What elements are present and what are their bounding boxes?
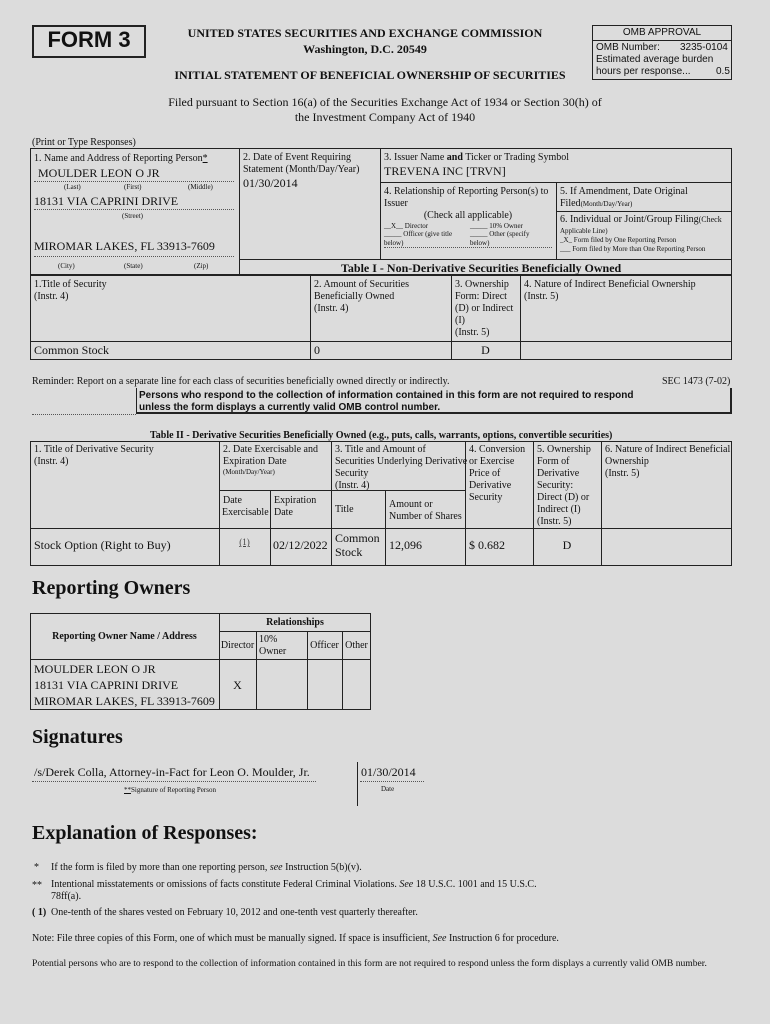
reporting-person-street: 18131 VIA CAPRINI DRIVE bbox=[34, 194, 179, 208]
amendment-filed-hint: (Month/Day/Year) bbox=[580, 200, 633, 208]
relationships-header: Relationships bbox=[266, 617, 324, 628]
table1-col-line bbox=[520, 275, 521, 360]
owners-col-line bbox=[256, 631, 257, 710]
filed-pursuant-line-2: the Investment Company Act of 1940 bbox=[294, 110, 476, 124]
table2-col3-header-d: (Instr. 4) bbox=[335, 480, 370, 491]
table2-col5-header-g: (Instr. 5) bbox=[537, 516, 572, 527]
reporting-person-city: MIROMAR LAKES, FL 33913-7609 bbox=[34, 239, 215, 253]
print-type-note: (Print or Type Responses) bbox=[32, 137, 136, 148]
table2-col2-sub1a: Date bbox=[223, 495, 242, 506]
signature-text: /s/Derek Colla, Attorney-in-Fact for Leon O. Moulder, Jr. bbox=[34, 765, 310, 779]
joint-filing-label bbox=[560, 214, 722, 225]
table2-col1-header-a: 1. Title of Derivative Security bbox=[34, 444, 154, 455]
explanation-dstar-text bbox=[51, 879, 537, 890]
signatures-heading: Signatures bbox=[32, 726, 123, 748]
date-label: Date bbox=[381, 785, 395, 793]
table1-col2-header-b: Beneficially Owned bbox=[314, 291, 395, 302]
explanation-dstar-text-b: 18 U.S.C. 1001 and 15 U.S.C. bbox=[413, 879, 537, 890]
table2-col2-sub1b: Exercisable bbox=[222, 507, 269, 518]
amendment-filed bbox=[560, 198, 632, 209]
table1-col-line bbox=[310, 275, 311, 360]
table2-row-underlying-title-1: Common bbox=[335, 531, 380, 545]
joint-filing-label-text: 6. Individual or Joint/Group Filing bbox=[560, 214, 699, 225]
amendment-label: 5. If Amendment, Date Original bbox=[560, 186, 688, 197]
relationship-label-2: Issuer bbox=[384, 198, 408, 209]
reminder-text: Reminder: Report on a separate line for each class of securities beneficially owned directly or indirectly. bbox=[32, 376, 450, 387]
explanation-star-text-a: If the form is filed by more than one reporting person, bbox=[51, 862, 268, 873]
table1-col4-header-b: (Instr. 5) bbox=[524, 291, 559, 302]
officer-checkbox: _____ Officer (give title bbox=[384, 230, 453, 238]
grid-line bbox=[239, 148, 240, 275]
table2-col3-sub2a: Amount or bbox=[389, 499, 433, 510]
table2-col4-header-b: or Exercise bbox=[469, 456, 515, 467]
explanation-star-mark: * bbox=[34, 862, 39, 873]
relationship-underline bbox=[384, 247, 552, 248]
omb-hours-value: 0.5 bbox=[716, 66, 730, 77]
table2-row-form: D bbox=[562, 538, 572, 552]
reporting-person-name: MOULDER LEON O JR bbox=[38, 166, 160, 180]
zip-label: (Zip) bbox=[194, 262, 209, 270]
table1-col1-header: 1.Title of Security bbox=[34, 279, 107, 290]
table2-col6-header-a: 6. Nature of Indirect Beneficial bbox=[605, 444, 731, 455]
table1-col2-header-c: (Instr. 4) bbox=[314, 303, 349, 314]
owners-director-header: Director bbox=[220, 640, 255, 651]
signature-label bbox=[124, 786, 216, 794]
issuer-label-b: Ticker or Trading Symbol bbox=[462, 152, 570, 163]
grid-line bbox=[380, 182, 732, 183]
street-underline bbox=[34, 209, 234, 210]
city-label: (City) bbox=[58, 262, 75, 270]
explanation-dstar-text-a: Intentional misstatements or omissions of facts constitute Federal Criminal Violations. bbox=[51, 879, 397, 890]
amendment-filed-text: Filed bbox=[560, 198, 581, 209]
grid-line bbox=[556, 182, 557, 259]
table1-col3-header-c: (D) or Indirect bbox=[455, 303, 514, 314]
footnote-1-text: One-tenth of the shares vested on February 10, 2012 and one-tenth vest quarterly thereafter. bbox=[51, 907, 418, 918]
table1-col3-header-b: Form: Direct bbox=[455, 291, 507, 302]
omb-notice-2: unless the form displays a currently valid OMB control number. bbox=[139, 402, 441, 413]
table2-title: Table II - Derivative Securities Beneficially Owned (e.g., puts, calls, warrants, options, convertible securities) bbox=[150, 430, 613, 441]
table1-col3-header-a: 3. Ownership bbox=[455, 279, 509, 290]
city-underline bbox=[34, 256, 234, 257]
grid-line bbox=[556, 211, 732, 212]
table2-col5-header-a: 5. Ownership bbox=[537, 444, 591, 455]
note-see: See bbox=[432, 933, 447, 944]
table1-header-line bbox=[30, 341, 732, 342]
table2-col5-header-b: Form of bbox=[537, 456, 570, 467]
state-label: (State) bbox=[124, 262, 143, 270]
table2-row-expiration: 02/12/2022 bbox=[273, 538, 328, 552]
explanation-dstar-mark: ** bbox=[32, 880, 42, 891]
note-text-a: Note: File three copies of this Form, one of which must be manually signed. If space is insufficient, bbox=[32, 933, 431, 944]
explanation-star-see: see bbox=[269, 862, 283, 873]
explanation-dstar-text-c: 78ff(a). bbox=[51, 891, 82, 902]
middle-label: (Middle) bbox=[188, 183, 213, 191]
street-label: (Street) bbox=[122, 212, 143, 220]
owners-other-header: Other bbox=[345, 640, 368, 651]
director-checkbox: __X__ Director bbox=[384, 222, 429, 230]
agency-location: Washington, D.C. 20549 bbox=[303, 42, 427, 56]
signature-label-text: Signature of Reporting Person bbox=[131, 786, 216, 794]
sec-code: SEC 1473 (7-02) bbox=[662, 376, 731, 387]
other-below: below) bbox=[470, 239, 490, 247]
table2-col-line bbox=[219, 441, 220, 566]
table1-row-title: Common Stock bbox=[34, 343, 110, 357]
event-date-label-2: Statement (Month/Day/Year) bbox=[243, 164, 360, 175]
table2-col4-header-c: Price of bbox=[469, 468, 501, 479]
signature-star: ** bbox=[124, 786, 131, 794]
joint-filing-hint: (Check bbox=[698, 215, 722, 224]
last-label: (Last) bbox=[64, 183, 81, 191]
table1-row-form: D bbox=[481, 343, 490, 357]
table2-row-amount: 12,096 bbox=[389, 538, 422, 552]
table1-col1-instr: (Instr. 4) bbox=[34, 291, 69, 302]
table1-col3-header-d: (I) bbox=[455, 315, 465, 326]
table2-col2-header-c: (Month/Day/Year) bbox=[223, 468, 275, 476]
table1-col4-header-a: 4. Nature of Indirect Beneficial Ownership bbox=[524, 279, 696, 290]
explanation-heading: Explanation of Responses: bbox=[32, 822, 258, 844]
table2-col6-header-b: Ownership bbox=[605, 456, 649, 467]
table2-row-title: Stock Option (Right to Buy) bbox=[34, 538, 171, 552]
agency-name: UNITED STATES SECURITIES AND EXCHANGE COMMISSION bbox=[187, 26, 543, 40]
owners-ten-pct-header-1: 10% bbox=[259, 634, 278, 645]
omb-number-value: 3235-0104 bbox=[680, 42, 728, 53]
omb-title: OMB APPROVAL bbox=[622, 27, 702, 38]
owner-director-mark: X bbox=[233, 678, 242, 692]
table2-row-underlying-title-2: Stock bbox=[335, 545, 363, 559]
owners-officer-header: Officer bbox=[310, 640, 339, 651]
notice-left-rule bbox=[32, 414, 136, 415]
statement-title: INITIAL STATEMENT OF BENEFICIAL OWNERSHIP OF SECURITIES bbox=[174, 68, 566, 82]
explanation-dstar-see: See bbox=[399, 879, 414, 890]
table2-col3-header-c: Security bbox=[335, 468, 369, 479]
relationship-label-1: 4. Relationship of Reporting Person(s) to bbox=[384, 186, 549, 197]
table2-row-exercisable-footnote[interactable]: (1) bbox=[239, 537, 250, 547]
table2-col6-header-c: (Instr. 5) bbox=[605, 468, 640, 479]
event-date-value: 01/30/2014 bbox=[243, 176, 298, 190]
table2-col5-header-d: Security: bbox=[537, 480, 574, 491]
filed-pursuant-line-1: Filed pursuant to Section 16(a) of the Securities Exchange Act of 1934 or Section 30(h) of bbox=[168, 95, 602, 109]
form-label: FORM 3 bbox=[47, 27, 131, 52]
owner-name-header: Reporting Owner Name / Address bbox=[52, 631, 197, 642]
officer-below: below) bbox=[384, 239, 404, 247]
table2-col3-header-a: 3. Title and Amount of bbox=[335, 444, 426, 455]
joint-filing-hint-2: Applicable Line) bbox=[560, 227, 608, 235]
other-checkbox: _____ Other (specify bbox=[470, 230, 530, 238]
grid-line bbox=[380, 148, 381, 259]
table2-col2-sub2b: Date bbox=[274, 507, 293, 518]
date-line bbox=[360, 781, 424, 782]
check-all-applicable: (Check all applicable) bbox=[423, 210, 513, 221]
first-label: (First) bbox=[124, 183, 142, 191]
table2-col-line bbox=[601, 441, 602, 566]
table2-col-line bbox=[331, 441, 332, 566]
table2-col5-header-f: Indirect (I) bbox=[537, 504, 581, 515]
table1-col2-header-a: 2. Amount of Securities bbox=[314, 279, 409, 290]
table2-col3-sub1: Title bbox=[335, 504, 354, 515]
omb-divider bbox=[592, 40, 732, 41]
table2-col2-sub2a: Expiration bbox=[274, 495, 317, 506]
table2-header-line bbox=[30, 528, 732, 529]
owners-header-line bbox=[219, 631, 371, 632]
omb-burden-label: Estimated average burden bbox=[596, 54, 714, 65]
signature-date: 01/30/2014 bbox=[361, 765, 416, 779]
issuer-label-and: and bbox=[446, 152, 463, 163]
issuer-label-a: 3. Issuer Name bbox=[384, 152, 447, 163]
omb-notice-1: Persons who respond to the collection of information contained in this form are not required to respond bbox=[139, 390, 634, 401]
note-text-b: Instruction 6 for procedure. bbox=[446, 933, 559, 944]
omb-hours-label: hours per response... bbox=[596, 66, 691, 77]
issuer-label bbox=[384, 152, 569, 163]
owner-name: MOULDER LEON O JR bbox=[34, 662, 156, 676]
reporting-person-label bbox=[34, 153, 208, 164]
explanation-star-text-b: Instruction 5(b)(v). bbox=[282, 862, 362, 873]
grid-line bbox=[239, 259, 732, 260]
footnote-1-mark: ( 1) bbox=[32, 907, 47, 918]
explanation-star-text bbox=[51, 862, 362, 873]
table2-col4-header-e: Security bbox=[469, 492, 503, 503]
owner-city: MIROMAR LAKES, FL 33913-7609 bbox=[34, 694, 215, 708]
table2-col2-header-a: 2. Date Exercisable and bbox=[223, 444, 318, 455]
owners-ten-pct-header-2: Owner bbox=[259, 646, 287, 657]
joint-filing-more-person: ___ Form filed by More than One Reporting Person bbox=[560, 245, 706, 253]
note-text bbox=[32, 933, 559, 944]
omb-number-label: OMB Number: bbox=[596, 42, 660, 53]
table2-col3-sub2b: Number of Shares bbox=[389, 511, 462, 522]
joint-filing-one-person: _X_ Form filed by One Reporting Person bbox=[560, 236, 677, 244]
table2-col1-header-b: (Instr. 4) bbox=[34, 456, 69, 467]
table1-row-amount: 0 bbox=[314, 343, 320, 357]
issuer-name: TREVENA INC [TRVN] bbox=[384, 164, 506, 178]
table2-col5-header-e: Direct (D) or bbox=[537, 492, 590, 503]
table1-title: Table I - Non-Derivative Securities Beneficially Owned bbox=[341, 261, 622, 275]
ten-pct-owner-checkbox: _____ 10% Owner bbox=[470, 222, 523, 230]
name-underline bbox=[34, 181, 234, 182]
owner-street: 18131 VIA CAPRINI DRIVE bbox=[34, 678, 179, 692]
table2-row-price: $ 0.682 bbox=[469, 538, 505, 552]
owners-header-line bbox=[30, 659, 371, 660]
signature-date-divider bbox=[357, 762, 358, 806]
table2-col2-header-b: Expiration Date bbox=[223, 456, 287, 467]
reporting-person-star: * bbox=[202, 153, 208, 164]
signature-line bbox=[32, 781, 316, 782]
event-date-label-1: 2. Date of Event Requiring bbox=[243, 152, 352, 163]
reporting-owners-heading: Reporting Owners bbox=[32, 577, 191, 599]
table2-col5-header-c: Derivative bbox=[537, 468, 580, 479]
potential-persons-text: Potential persons who are to respond to the collection of information contained in this form are not required to respond unless the form displays a currently valid OMB number. bbox=[32, 958, 707, 969]
table2-col4-header-d: Derivative bbox=[469, 480, 512, 491]
table2-col3-header-b: Securities Underlying Derivative bbox=[335, 456, 468, 467]
table2-col4-header-a: 4. Conversion bbox=[469, 444, 526, 455]
reporting-person-label-text: 1. Name and Address of Reporting Person bbox=[34, 153, 203, 164]
table1-col3-header-e: (Instr. 5) bbox=[455, 327, 490, 338]
